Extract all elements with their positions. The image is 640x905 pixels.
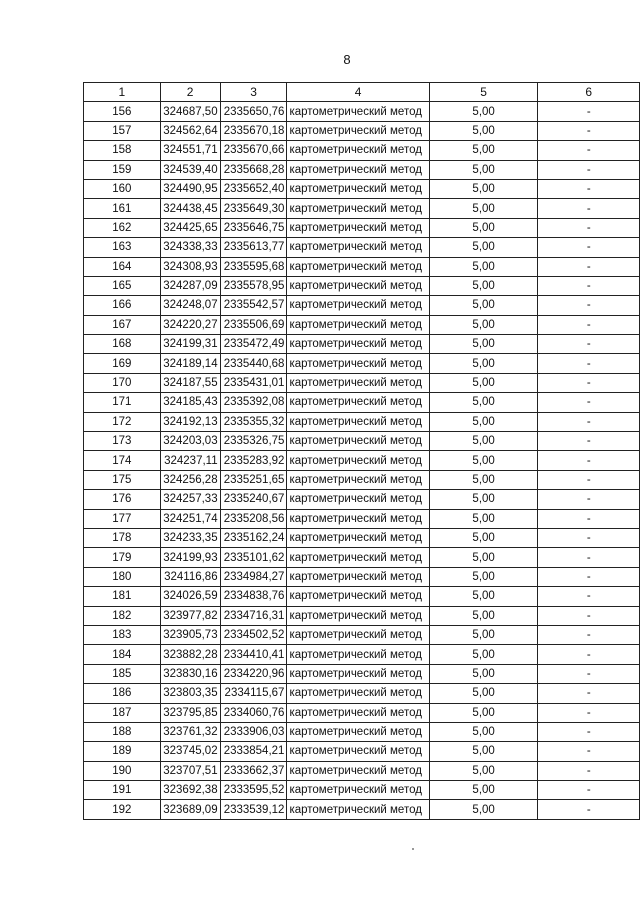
coordinates-table <box>83 82 640 820</box>
y-coordinate-cell: 2335542,57 <box>220 296 287 315</box>
method-cell: картометрический метод <box>287 335 429 354</box>
point-number-cell: 192 <box>84 800 161 819</box>
method-cell: картометрический метод <box>287 218 429 237</box>
accuracy-cell: 5,00 <box>429 742 538 761</box>
x-coordinate-cell: 323830,16 <box>160 664 220 683</box>
y-coordinate-cell: 2335649,30 <box>220 199 287 218</box>
method-cell: картометрический метод <box>287 121 429 140</box>
table-row <box>84 722 640 741</box>
accuracy-cell: 5,00 <box>429 470 538 489</box>
note-cell: - <box>538 645 640 664</box>
table-row <box>84 645 640 664</box>
point-number-cell: 189 <box>84 742 161 761</box>
point-number-cell: 170 <box>84 373 161 392</box>
table-row <box>84 238 640 257</box>
table-row <box>84 781 640 800</box>
point-number-cell: 177 <box>84 509 161 528</box>
table-row <box>84 354 640 373</box>
note-cell: - <box>538 102 640 121</box>
y-coordinate-cell: 2335326,75 <box>220 432 287 451</box>
x-coordinate-cell: 324026,59 <box>160 587 220 606</box>
x-coordinate-cell: 323761,32 <box>160 722 220 741</box>
y-coordinate-cell: 2333906,03 <box>220 722 287 741</box>
note-cell: - <box>538 703 640 722</box>
method-cell: картометрический метод <box>287 141 429 160</box>
note-cell: - <box>538 373 640 392</box>
point-number-cell: 156 <box>84 102 161 121</box>
accuracy-cell: 5,00 <box>429 548 538 567</box>
table-row <box>84 102 640 121</box>
x-coordinate-cell: 324438,45 <box>160 199 220 218</box>
method-cell: картометрический метод <box>287 451 429 470</box>
y-coordinate-cell: 2335101,62 <box>220 548 287 567</box>
point-number-cell: 175 <box>84 470 161 489</box>
method-cell: картометрический метод <box>287 393 429 412</box>
y-coordinate-cell: 2335506,69 <box>220 315 287 334</box>
accuracy-cell: 5,00 <box>429 179 538 198</box>
table-row <box>84 470 640 489</box>
note-cell: - <box>538 179 640 198</box>
x-coordinate-cell: 323795,85 <box>160 703 220 722</box>
table-row <box>84 528 640 547</box>
y-coordinate-cell: 2334115,67 <box>220 684 287 703</box>
note-cell: - <box>538 335 640 354</box>
table-row <box>84 412 640 431</box>
method-cell: картометрический метод <box>287 781 429 800</box>
accuracy-cell: 5,00 <box>429 645 538 664</box>
table-row <box>84 742 640 761</box>
accuracy-cell: 5,00 <box>429 625 538 644</box>
point-number-cell: 167 <box>84 315 161 334</box>
point-number-cell: 164 <box>84 257 161 276</box>
accuracy-cell: 5,00 <box>429 528 538 547</box>
method-cell: картометрический метод <box>287 315 429 334</box>
x-coordinate-cell: 324256,28 <box>160 470 220 489</box>
y-coordinate-cell: 2335240,67 <box>220 490 287 509</box>
x-coordinate-cell: 324203,03 <box>160 432 220 451</box>
column-header: 4 <box>287 83 429 102</box>
point-number-cell: 182 <box>84 606 161 625</box>
method-cell: картометрический метод <box>287 373 429 392</box>
method-cell: картометрический метод <box>287 238 429 257</box>
y-coordinate-cell: 2335670,66 <box>220 141 287 160</box>
accuracy-cell: 5,00 <box>429 606 538 625</box>
note-cell: - <box>538 412 640 431</box>
x-coordinate-cell: 324248,07 <box>160 296 220 315</box>
accuracy-cell: 5,00 <box>429 703 538 722</box>
y-coordinate-cell: 2335652,40 <box>220 179 287 198</box>
note-cell: - <box>538 587 640 606</box>
point-number-cell: 161 <box>84 199 161 218</box>
x-coordinate-cell: 324257,33 <box>160 490 220 509</box>
accuracy-cell: 5,00 <box>429 257 538 276</box>
x-coordinate-cell: 324199,31 <box>160 335 220 354</box>
x-coordinate-cell: 324539,40 <box>160 160 220 179</box>
y-coordinate-cell: 2335668,28 <box>220 160 287 179</box>
table-header-row <box>84 83 640 102</box>
x-coordinate-cell: 323977,82 <box>160 606 220 625</box>
method-cell: картометрический метод <box>287 412 429 431</box>
point-number-cell: 157 <box>84 121 161 140</box>
method-cell: картометрический метод <box>287 684 429 703</box>
note-cell: - <box>538 781 640 800</box>
x-coordinate-cell: 324287,09 <box>160 276 220 295</box>
table-row <box>84 567 640 586</box>
table-row <box>84 160 640 179</box>
note-cell: - <box>538 296 640 315</box>
y-coordinate-cell: 2335613,77 <box>220 238 287 257</box>
point-number-cell: 176 <box>84 490 161 509</box>
note-cell: - <box>538 722 640 741</box>
method-cell: картометрический метод <box>287 528 429 547</box>
x-coordinate-cell: 323689,09 <box>160 800 220 819</box>
x-coordinate-cell: 324116,86 <box>160 567 220 586</box>
point-number-cell: 191 <box>84 781 161 800</box>
scan-speck <box>412 848 414 850</box>
method-cell: картометрический метод <box>287 179 429 198</box>
method-cell: картометрический метод <box>287 354 429 373</box>
point-number-cell: 180 <box>84 567 161 586</box>
accuracy-cell: 5,00 <box>429 432 538 451</box>
note-cell: - <box>538 354 640 373</box>
method-cell: картометрический метод <box>287 548 429 567</box>
note-cell: - <box>538 800 640 819</box>
x-coordinate-cell: 323803,35 <box>160 684 220 703</box>
table-row <box>84 199 640 218</box>
note-cell: - <box>538 393 640 412</box>
note-cell: - <box>538 432 640 451</box>
note-cell: - <box>538 490 640 509</box>
table-row <box>84 432 640 451</box>
x-coordinate-cell: 324233,35 <box>160 528 220 547</box>
note-cell: - <box>538 160 640 179</box>
point-number-cell: 165 <box>84 276 161 295</box>
accuracy-cell: 5,00 <box>429 354 538 373</box>
y-coordinate-cell: 2335431,01 <box>220 373 287 392</box>
y-coordinate-cell: 2335355,32 <box>220 412 287 431</box>
table-row <box>84 800 640 819</box>
table-row <box>84 121 640 140</box>
point-number-cell: 181 <box>84 587 161 606</box>
y-coordinate-cell: 2334716,31 <box>220 606 287 625</box>
method-cell: картометрический метод <box>287 761 429 780</box>
note-cell: - <box>538 451 640 470</box>
y-coordinate-cell: 2334502,52 <box>220 625 287 644</box>
x-coordinate-cell: 324187,55 <box>160 373 220 392</box>
table-row <box>84 335 640 354</box>
y-coordinate-cell: 2333854,21 <box>220 742 287 761</box>
point-number-cell: 183 <box>84 625 161 644</box>
method-cell: картометрический метод <box>287 160 429 179</box>
method-cell: картометрический метод <box>287 257 429 276</box>
table-row <box>84 451 640 470</box>
point-number-cell: 169 <box>84 354 161 373</box>
table-row <box>84 703 640 722</box>
method-cell: картометрический метод <box>287 722 429 741</box>
x-coordinate-cell: 324185,43 <box>160 393 220 412</box>
table-row <box>84 218 640 237</box>
accuracy-cell: 5,00 <box>429 141 538 160</box>
column-header: 6 <box>538 83 640 102</box>
x-coordinate-cell: 324199,93 <box>160 548 220 567</box>
x-coordinate-cell: 324338,33 <box>160 238 220 257</box>
point-number-cell: 178 <box>84 528 161 547</box>
x-coordinate-cell: 323707,51 <box>160 761 220 780</box>
accuracy-cell: 5,00 <box>429 412 538 431</box>
x-coordinate-cell: 324490,95 <box>160 179 220 198</box>
accuracy-cell: 5,00 <box>429 684 538 703</box>
accuracy-cell: 5,00 <box>429 315 538 334</box>
method-cell: картометрический метод <box>287 664 429 683</box>
y-coordinate-cell: 2335650,76 <box>220 102 287 121</box>
table-row <box>84 296 640 315</box>
column-header: 3 <box>220 83 287 102</box>
y-coordinate-cell: 2333662,37 <box>220 761 287 780</box>
table-row <box>84 606 640 625</box>
table-row <box>84 257 640 276</box>
note-cell: - <box>538 742 640 761</box>
note-cell: - <box>538 121 640 140</box>
point-number-cell: 179 <box>84 548 161 567</box>
x-coordinate-cell: 324551,71 <box>160 141 220 160</box>
y-coordinate-cell: 2335251,65 <box>220 470 287 489</box>
method-cell: картометрический метод <box>287 276 429 295</box>
point-number-cell: 186 <box>84 684 161 703</box>
y-coordinate-cell: 2334984,27 <box>220 567 287 586</box>
x-coordinate-cell: 324237,11 <box>160 451 220 470</box>
x-coordinate-cell: 324687,50 <box>160 102 220 121</box>
point-number-cell: 160 <box>84 179 161 198</box>
point-number-cell: 185 <box>84 664 161 683</box>
x-coordinate-cell: 324425,65 <box>160 218 220 237</box>
accuracy-cell: 5,00 <box>429 373 538 392</box>
table-row <box>84 393 640 412</box>
column-header: 1 <box>84 83 161 102</box>
note-cell: - <box>538 141 640 160</box>
method-cell: картометрический метод <box>287 432 429 451</box>
accuracy-cell: 5,00 <box>429 781 538 800</box>
accuracy-cell: 5,00 <box>429 587 538 606</box>
point-number-cell: 172 <box>84 412 161 431</box>
point-number-cell: 163 <box>84 238 161 257</box>
method-cell: картометрический метод <box>287 199 429 218</box>
table-row <box>84 664 640 683</box>
point-number-cell: 187 <box>84 703 161 722</box>
x-coordinate-cell: 324251,74 <box>160 509 220 528</box>
accuracy-cell: 5,00 <box>429 102 538 121</box>
table-row <box>84 625 640 644</box>
table-row <box>84 315 640 334</box>
accuracy-cell: 5,00 <box>429 238 538 257</box>
y-coordinate-cell: 2335440,68 <box>220 354 287 373</box>
accuracy-cell: 5,00 <box>429 800 538 819</box>
x-coordinate-cell: 324189,14 <box>160 354 220 373</box>
y-coordinate-cell: 2335162,24 <box>220 528 287 547</box>
table-row <box>84 548 640 567</box>
column-header: 5 <box>429 83 538 102</box>
method-cell: картометрический метод <box>287 509 429 528</box>
point-number-cell: 162 <box>84 218 161 237</box>
y-coordinate-cell: 2334060,76 <box>220 703 287 722</box>
accuracy-cell: 5,00 <box>429 490 538 509</box>
accuracy-cell: 5,00 <box>429 160 538 179</box>
note-cell: - <box>538 509 640 528</box>
note-cell: - <box>538 625 640 644</box>
method-cell: картометрический метод <box>287 102 429 121</box>
note-cell: - <box>538 761 640 780</box>
x-coordinate-cell: 323882,28 <box>160 645 220 664</box>
point-number-cell: 159 <box>84 160 161 179</box>
accuracy-cell: 5,00 <box>429 451 538 470</box>
point-number-cell: 171 <box>84 393 161 412</box>
point-number-cell: 166 <box>84 296 161 315</box>
x-coordinate-cell: 324192,13 <box>160 412 220 431</box>
y-coordinate-cell: 2335472,49 <box>220 335 287 354</box>
note-cell: - <box>538 218 640 237</box>
table-row <box>84 179 640 198</box>
note-cell: - <box>538 528 640 547</box>
table-row <box>84 509 640 528</box>
page-number: 8 <box>343 52 351 67</box>
y-coordinate-cell: 2335208,56 <box>220 509 287 528</box>
y-coordinate-cell: 2335283,92 <box>220 451 287 470</box>
point-number-cell: 174 <box>84 451 161 470</box>
x-coordinate-cell: 323745,02 <box>160 742 220 761</box>
accuracy-cell: 5,00 <box>429 218 538 237</box>
y-coordinate-cell: 2334220,96 <box>220 664 287 683</box>
table-row <box>84 761 640 780</box>
table-body <box>84 102 640 819</box>
accuracy-cell: 5,00 <box>429 393 538 412</box>
note-cell: - <box>538 470 640 489</box>
method-cell: картометрический метод <box>287 703 429 722</box>
note-cell: - <box>538 684 640 703</box>
method-cell: картометрический метод <box>287 625 429 644</box>
note-cell: - <box>538 567 640 586</box>
y-coordinate-cell: 2335392,08 <box>220 393 287 412</box>
point-number-cell: 158 <box>84 141 161 160</box>
note-cell: - <box>538 315 640 334</box>
x-coordinate-cell: 324308,93 <box>160 257 220 276</box>
y-coordinate-cell: 2335670,18 <box>220 121 287 140</box>
method-cell: картометрический метод <box>287 800 429 819</box>
y-coordinate-cell: 2333539,12 <box>220 800 287 819</box>
point-number-cell: 184 <box>84 645 161 664</box>
accuracy-cell: 5,00 <box>429 199 538 218</box>
x-coordinate-cell: 324562,64 <box>160 121 220 140</box>
y-coordinate-cell: 2334838,76 <box>220 587 287 606</box>
note-cell: - <box>538 606 640 625</box>
method-cell: картометрический метод <box>287 490 429 509</box>
accuracy-cell: 5,00 <box>429 335 538 354</box>
note-cell: - <box>538 199 640 218</box>
table-row <box>84 684 640 703</box>
x-coordinate-cell: 324220,27 <box>160 315 220 334</box>
note-cell: - <box>538 238 640 257</box>
method-cell: картометрический метод <box>287 606 429 625</box>
point-number-cell: 168 <box>84 335 161 354</box>
y-coordinate-cell: 2335578,95 <box>220 276 287 295</box>
method-cell: картометрический метод <box>287 742 429 761</box>
note-cell: - <box>538 664 640 683</box>
point-number-cell: 188 <box>84 722 161 741</box>
accuracy-cell: 5,00 <box>429 296 538 315</box>
point-number-cell: 173 <box>84 432 161 451</box>
accuracy-cell: 5,00 <box>429 121 538 140</box>
method-cell: картометрический метод <box>287 567 429 586</box>
y-coordinate-cell: 2333595,52 <box>220 781 287 800</box>
y-coordinate-cell: 2335595,68 <box>220 257 287 276</box>
accuracy-cell: 5,00 <box>429 567 538 586</box>
note-cell: - <box>538 276 640 295</box>
column-header: 2 <box>160 83 220 102</box>
point-number-cell: 190 <box>84 761 161 780</box>
accuracy-cell: 5,00 <box>429 664 538 683</box>
y-coordinate-cell: 2334410,41 <box>220 645 287 664</box>
accuracy-cell: 5,00 <box>429 761 538 780</box>
table-row <box>84 373 640 392</box>
table-row <box>84 587 640 606</box>
note-cell: - <box>538 548 640 567</box>
method-cell: картометрический метод <box>287 296 429 315</box>
x-coordinate-cell: 323692,38 <box>160 781 220 800</box>
method-cell: картометрический метод <box>287 470 429 489</box>
table-row <box>84 276 640 295</box>
y-coordinate-cell: 2335646,75 <box>220 218 287 237</box>
accuracy-cell: 5,00 <box>429 276 538 295</box>
accuracy-cell: 5,00 <box>429 722 538 741</box>
method-cell: картометрический метод <box>287 587 429 606</box>
method-cell: картометрический метод <box>287 645 429 664</box>
accuracy-cell: 5,00 <box>429 509 538 528</box>
note-cell: - <box>538 257 640 276</box>
x-coordinate-cell: 323905,73 <box>160 625 220 644</box>
table-row <box>84 490 640 509</box>
table-row <box>84 141 640 160</box>
